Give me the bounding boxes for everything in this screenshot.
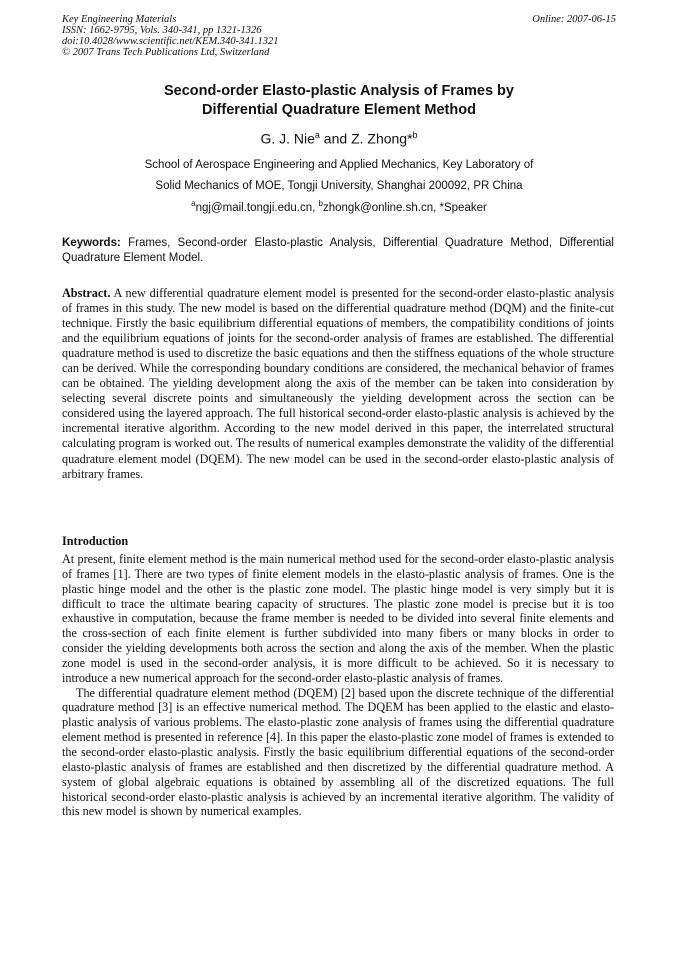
keywords-text: Frames, Second-order Elasto-plastic Analysis, Differential Quadrature Method, Differential Quadrature Element Model. (62, 237, 614, 264)
author-list (62, 130, 616, 147)
email-b[interactable]: zhongk@online.sh.cn, *Speaker (322, 201, 487, 214)
intro-paragraph-1: At present, finite element method is the main numerical method used for the second-order elasto-plastic analysis of frames [1]. There are two types of finite element models in the elasto-plastic analysis of frames. One is the plastic hinge model and the other is the plastic zone model. The plastic hinge model is very simply but it is difficult to trace the ultimate bearing capacity of structures. The plastic zone model is precise but it is too exhaustive in computation, because the frame member is needed to be divided into several finite elements and the cross-section of each finite element is further subdivided into many fibers or many blocks in order to consider the yielding developments both across the section and along the axis of the member. When the plastic zone model is used in the second-order analysis, it is more difficult to be achieved. So it is necessary to introduce a new numerical approach for the second-order elasto-plastic analysis of frames. (62, 552, 614, 685)
introduction-body (62, 552, 614, 819)
online-date: Online: 2007-06-15 (532, 14, 616, 25)
email-a[interactable]: ngj@mail.tongji.edu.cn, (195, 201, 319, 214)
author-2-affil-mark: b (412, 130, 418, 140)
abstract-block (62, 286, 614, 482)
affiliation-line-2: Solid Mechanics of MOE, Tongji University, Shanghai 200092, PR China (155, 180, 523, 192)
author-conjunction: and (319, 130, 352, 147)
author-1: G. J. Nie (260, 130, 315, 147)
author-1-affil-mark: a (314, 130, 320, 140)
title-line-1: Second-order Elasto-plastic Analysis of Frames by (164, 83, 514, 99)
issn-line: ISSN: 1662-9795, Vols. 340-341, pp 1321-1326 (62, 25, 262, 36)
publication-info (62, 14, 422, 58)
email-a-mark: a (191, 199, 196, 208)
affiliation-line-1: School of Aerospace Engineering and Applied Mechanics, Key Laboratory of (144, 159, 534, 171)
author-2: Z. Zhong* (351, 130, 413, 147)
section-heading-introduction: Introduction (62, 534, 129, 548)
doi-line[interactable]: doi:10.4028/www.scientific.net/KEM.340-341.1321 (62, 36, 279, 47)
journal-name: Key Engineering Materials (62, 14, 177, 25)
title-line-2: Differential Quadrature Element Method (202, 102, 476, 118)
email-b-mark: b (318, 199, 323, 208)
keywords-label: Keywords: (62, 237, 121, 249)
paper-title (62, 82, 616, 120)
abstract-text: A new differential quadrature element model is presented for the second-order elasto-plastic analysis of frames in this study. The new model is based on the differential quadrature method (DQM) and the finite-cut technique. Firstly the basic equilibrium differential equations of members, the compatibility conditions of joints and the equilibrium equations of joints for the second-order analysis of frames are established. The differential quadrature method is used to discretize the basic equations and then the stiffness equations of the whole structure can be derived. While the corresponding boundary conditions are considered, the mechanical behavior of frames can be obtained. The yielding development along the axis of the member can be taken into consideration by selecting several discrete points and simultaneously the yielding development across the section can be considered using the layered approach. The full historical second-order elasto-plastic analysis is achieved by the incremental iterative algorithm. According to the new model derived in this paper, the interrelated structural calculating program is worked out. The results of numerical examples demonstrate the validity of the differential quadrature element model (DQEM). The new model can be used in the second-order elasto-plastic analysis of arbitrary frames. (62, 286, 614, 481)
copyright-line: © 2007 Trans Tech Publications Ltd, Switzerland (62, 47, 270, 58)
keywords-block (62, 236, 614, 266)
abstract-label: Abstract. (62, 286, 111, 300)
intro-paragraph-2: The differential quadrature element method (DQEM) [2] based upon the discrete technique of the differential quadrature method [3] is an effective numerical method. The DQEM has been applied to the elastic and elasto-plastic analysis of various problems. The elasto-plastic zone analysis of frames using the differential quadrature element method is presented in reference [4]. In this paper the elasto-plastic zone model of frames is extended to the second-order elasto-plastic analysis. Firstly the basic equilibrium differential equations of the second-order elasto-plastic analysis of frames are established and then discretized by the differential quadrature method. A system of global algebraic equations is obtained by assembling all of the discretized equations. The full historical second-order elasto-plastic analysis is achieved by an incremental iterative algorithm. The validity of this new model is shown by numerical examples. (62, 685, 614, 819)
affiliation (62, 155, 616, 197)
contact-emails (62, 199, 616, 214)
